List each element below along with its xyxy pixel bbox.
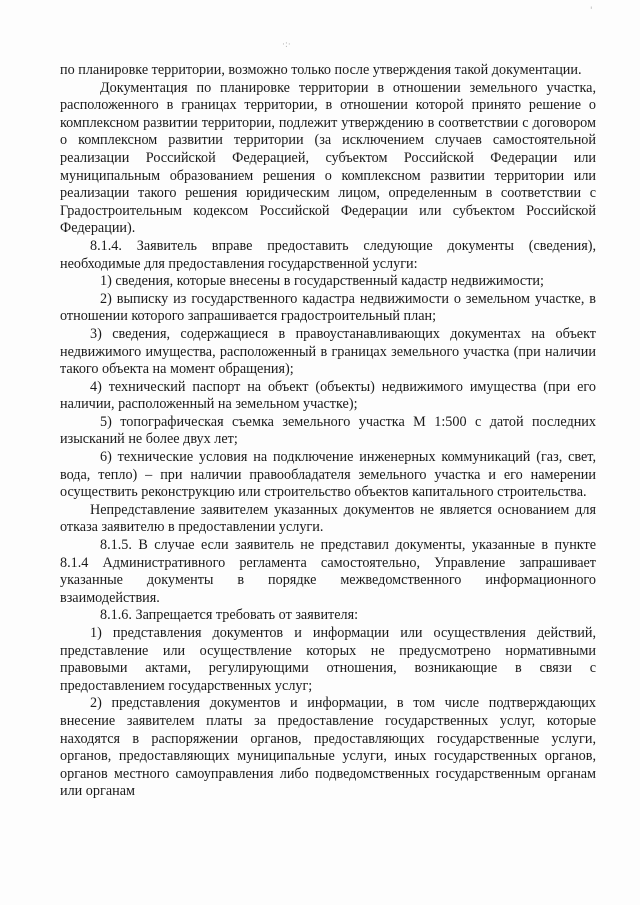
paragraph-8-1-4: 8.1.4. Заявитель вправе предоставить следующие документы (сведения), необходимые для предоставления государственной услуги:	[60, 237, 596, 272]
paragraph-continuation: по планировке территории, возможно только после утверждения такой документации.	[60, 62, 582, 78]
document-body	[60, 62, 596, 801]
prohibition-item-1: 1) представления документов и информации или осуществления действий, представление или осуществление которых не предусмотрено нормативными правовыми актами, регулирующими отношения, возникающие в связи с предоставлением государственных услуг;	[60, 625, 596, 694]
scan-artifact: ·:·	[282, 40, 291, 50]
paragraph-8-1-6: 8.1.6. Запрещается требовать от заявителя:	[100, 607, 359, 624]
list-item-6: 6) технические условия на подключение инженерных коммуникаций (газ, свет, вода, тепло) – при наличии правообладателя земельного участка и его намерении осуществить реконструкцию или строительство объектов капитального строительства.	[60, 449, 596, 501]
list-item-3: 3) сведения, содержащиеся в правоустанавливающих документах на объект недвижимого имущества, расположенный в границах земельного участка (при наличии такого объекта на момент обращения);	[60, 325, 596, 378]
list-item-1: 1) сведения, которые внесены в государственный кадастр недвижимости;	[100, 273, 544, 290]
list-item-5: 5) топографическая съемка земельного участка М 1:500 с датой последних изысканий не более двух лет;	[60, 413, 596, 448]
list-item-2: 2) выписку из государственного кадастра недвижимости о земельном участке, в отношении которого запрашивается градостроительный план;	[60, 290, 596, 325]
scan-artifact: '	[590, 6, 593, 16]
paragraph-planning-docs: Документация по планировке территории в отношении земельного участка, расположенного в границах территории, в отношении которой принято решение о комплексном развитии территории, подлежит утверждению в соответствии с договором о комплексном развитии территории (за исключением случаев самостоятельной реализации Российской Федерацией, субъектом Российской Федерации или муниципальным образованием решения о комплексном развитии территории или реализации такого решения юридическим лицом, определенным в соответствии с Градостроительным кодексом Российской Федерации или субъектом Российской Федерации).	[60, 79, 596, 237]
prohibition-item-2: 2) представления документов и информации, в том числе подтверждающих внесение заявителем платы за предоставление государственных услуг, которые находятся в распоряжении органов, предоставляющих государственные услуги, органов, предоставляющих муниципальные услуги, иных государственных органов, органов местного самоуправления либо подведомственных государственным органам или органам	[60, 695, 596, 800]
paragraph-8-1-5: 8.1.5. В случае если заявитель не представил документы, указанные в пункте 8.1.4 Административного регламента самостоятельно, Управление запрашивает указанные документы в порядке межведомственного информационного взаимодействия.	[60, 537, 596, 606]
list-item-4: 4) технический паспорт на объект (объекты) недвижимого имущества (при его наличии, расположенный на земельном участке);	[60, 378, 596, 413]
paragraph-non-submission: Непредставление заявителем указанных документов не является основанием для отказа заявителю в предоставлении услуги.	[60, 501, 596, 536]
